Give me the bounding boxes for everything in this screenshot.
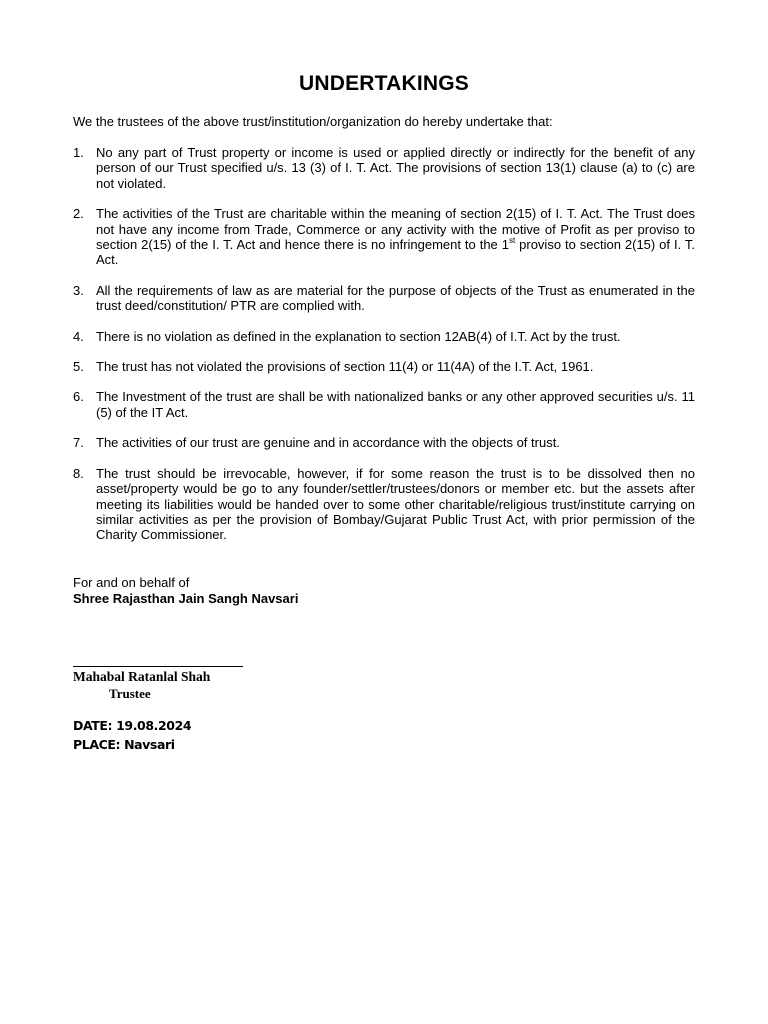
item-text: All the requirements of law as are material for the purpose of objects of the Trust as enumerated in the trust deed/constitution/ PTR are complied with. (96, 282, 695, 314)
behalf-label: For and on behalf of (73, 575, 190, 590)
item-text-continued: proviso to section 2(15) of I. T. Act. (96, 237, 695, 268)
signatory-role: Trustee (109, 686, 151, 701)
list-item (73, 359, 695, 374)
organization-name: Shree Rajasthan Jain Sangh Navsari (73, 591, 299, 606)
intro-paragraph: We the trustees of the above trust/institution/organization do hereby undertake that: (73, 114, 553, 129)
undertakings-list (73, 145, 695, 558)
item-text: The Investment of the trust are shall be with nationalized banks or any other approved securities u/s. 11 (5) of the IT Act. (96, 389, 695, 420)
item-number: 6. (73, 389, 84, 405)
signature-block (73, 575, 298, 607)
item-number: 4. (73, 328, 84, 344)
list-item (73, 329, 695, 344)
item-number: 2. (73, 206, 84, 222)
list-item (73, 389, 695, 420)
list-item (73, 283, 695, 314)
document-title: UNDERTAKINGS (298, 72, 469, 95)
item-text: The activities of our trust are genuine and in accordance with the objects of trust. (96, 435, 560, 451)
list-item (73, 466, 695, 543)
item-text: The trust should be irrevocable, however, if for some reason the trust is to be dissolved then no asset/property would be go to any founder/settler/trustees/donors or member etc. but the assets after meeting its liabilities would be handed over to some other charitable/religious trust/institute carrying on similar activities as per the provision of Bombay/Gujarat Public Trust Act, with prior permission of the Charity Commissioner. (96, 465, 695, 543)
ordinal-superscript: st (508, 236, 516, 246)
list-item (73, 145, 695, 191)
item-number: 3. (73, 282, 84, 298)
item-text: The activities of the Trust are charitable within the meaning of section 2(15) of I. T. Act. The Trust does not have any income from Trade, Commerce or any activity with the motive of Profit as per proviso to section 2(15) of the I. T. Act and hence there is no infringement to the 1 (96, 206, 695, 253)
place-line: PLACE: Navsari (73, 737, 175, 752)
item-number: 8. (73, 465, 84, 481)
item-text: There is no violation as defined in the explanation to section 12AB(4) of I.T. Act by the trust. (96, 328, 621, 344)
item-text: The trust has not violated the provisions of section 11(4) or 11(4A) of the I.T. Act, 1961. (96, 359, 594, 375)
item-number: 7. (73, 435, 84, 451)
signatory-name: Mahabal Ratanlal Shah (73, 669, 211, 684)
item-text: No any part of Trust property or income is used or applied directly or indirectly for the benefit of any person of our Trust specified u/s. 13 (3) of I. T. Act. The provisions of section 13(1) clause (a) to (c) are not violated. (96, 145, 695, 191)
item-number: 5. (73, 359, 84, 375)
signature-line (73, 666, 243, 667)
list-item (73, 206, 695, 268)
item-number: 1. (73, 145, 84, 160)
list-item (73, 435, 695, 450)
date-line: DATE: 19.08.2024 (73, 718, 192, 733)
